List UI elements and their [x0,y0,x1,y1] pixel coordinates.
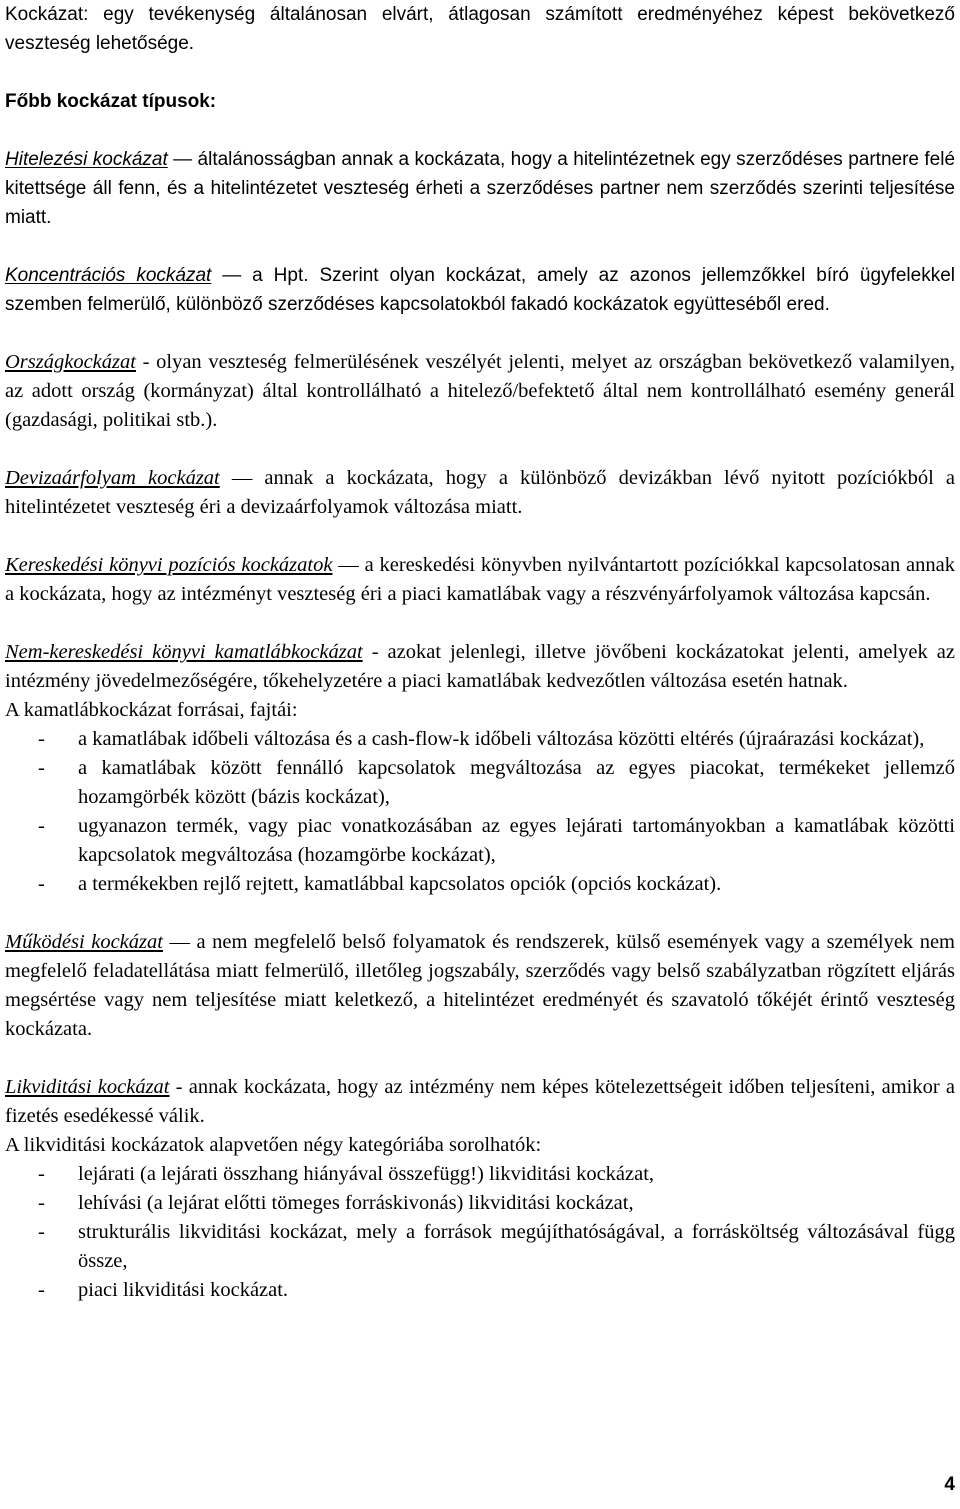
dash-marker: - [38,873,45,895]
page-number: 4 [944,1474,955,1495]
list-item [5,1189,955,1218]
credit-risk-term: Hitelezési kockázat [5,149,168,170]
document-page [5,0,955,1305]
list-item-text: a kamatlábak időbeli változása és a cash-flow-k időbeli változása közötti eltérés (újraárazási kockázat), [78,728,925,750]
list-item-text: a kamatlábak között fennálló kapcsolatok megváltozása az egyes piacokat, termékeket jellemző hozamgörbék között (bázis kockázat), [78,757,955,808]
list-item-text: strukturális likviditási kockázat, mely a források megújíthatóságával, a forrásköltség változásával függ össze, [78,1221,955,1272]
fx-risk-text: ― annak a kockázata, hogy a különböző devizákban lévő nyitott pozíciókból a hitelintézetet veszteség éri a devizaárfolyamok változása miatt. [5,467,955,518]
list-item [5,1276,955,1305]
operational-risk-term: Működési kockázat [5,931,163,953]
list-item [5,870,955,899]
list-item [5,754,955,812]
rate-risk-list-intro-text: A kamatlábkockázat forrásai, fajtái: [5,699,298,721]
dash-marker: - [38,1221,45,1243]
dash-marker: - [38,1192,45,1214]
intro-text: Kockázat: egy tevékenység általánosan elvárt, átlagosan számított eredményéhez képest bekövetkező veszteség lehetősége. [5,4,955,54]
concentration-risk-paragraph [5,261,955,319]
list-item [5,1218,955,1276]
dash-marker: - [38,815,45,837]
rate-risk-source-list [5,725,955,899]
country-risk-term: Országkockázat [5,351,136,373]
list-item [5,725,955,754]
fx-risk-term: Devizaárfolyam kockázat [5,467,220,489]
banking-book-rate-risk-term: Nem-kereskedési könyvi kamatlábkockázat [5,641,363,663]
rate-risk-list-intro [5,696,955,725]
list-item [5,812,955,870]
list-item [5,1160,955,1189]
liquidity-list-intro-text: A likviditási kockázatok alapvetően négy kategóriába sorolhatók: [5,1134,542,1156]
liquidity-category-list [5,1160,955,1305]
concentration-risk-term: Koncentrációs kockázat [5,265,212,286]
fx-risk-paragraph [5,464,955,522]
liquidity-risk-term: Likviditási kockázat [5,1076,170,1098]
dash-marker: - [38,1279,45,1301]
liquidity-list-intro [5,1131,955,1160]
list-item-text: lejárati (a lejárati összhang hiányával összefügg!) likviditási kockázat, [78,1163,655,1185]
banking-book-rate-risk-paragraph [5,638,955,696]
operational-risk-paragraph [5,928,955,1044]
intro-paragraph [5,0,955,58]
dash-marker: - [38,728,45,750]
trading-book-risk-text: ― a kereskedési könyvben nyilvántartott pozíciókkal kapcsolatosan annak a kockázata, hogy az intézményt veszteség éri a piaci kamatlábak vagy a részvényárfolyamok változása kapcsán. [5,554,956,605]
section-heading [5,87,955,116]
dash-marker: - [38,757,45,779]
list-item-text: a termékekben rejlő rejtett, kamatlábbal kapcsolatos opciók (opciós kockázat). [78,873,722,895]
concentration-risk-text: ― a Hpt. Szerint olyan kockázat, amely az azonos jellemzőkkel bíró ügyfelekkel szemben felmerülő, különböző szerződéses kapcsolatokból fakadó kockázatok együtteséből ered. [5,265,955,315]
operational-risk-text: ― a nem megfelelő belső folyamatok és rendszerek, külső események vagy a személyek nem megfelelő feladatellátása miatt felmerülő, illetőleg jogszabály, szerződés vagy belső szabályzatban rögzített eljárás megsértése vagy nem teljesítése miatt keletkező, a hitelintézet eredményét és szavatoló tőkéjét érintő veszteség kockázata. [5,931,956,1040]
credit-risk-text: ― általánosságban annak a kockázata, hogy a hitelintézetnek egy szerződéses partnere felé kitettsége áll fenn, és a hitelintézetet veszteség érheti a szerződéses partner nem szerződés szerinti teljesítése miatt. [5,149,956,228]
list-item-text: lehívási (a lejárat előtti tömeges forráskivonás) likviditási kockázat, [78,1192,634,1214]
country-risk-paragraph [5,348,955,435]
liquidity-risk-paragraph [5,1073,955,1131]
list-item-text: piaci likviditási kockázat. [78,1279,289,1301]
trading-book-risk-term: Kereskedési könyvi pozíciós kockázatok [5,554,333,576]
list-item-text: ugyanazon termék, vagy piac vonatkozásában az egyes lejárati tartományokban a kamatlábak közötti kapcsolatok megváltozása (hozamgörbe kockázat), [78,815,955,866]
dash-marker: - [38,1163,45,1185]
liquidity-risk-text: - annak kockázata, hogy az intézmény nem képes kötelezettségeit időben teljesíteni, amikor a fizetés esedékessé válik. [5,1076,955,1127]
trading-book-risk-paragraph [5,551,955,609]
banking-book-rate-risk-text: - azokat jelenlegi, illetve jövőbeni kockázatokat jelenti, amelyek az intézmény jövedelmezőségére, tőkehelyzetére a piaci kamatlábak kedvezőtlen változása esetén hatnak. [5,641,955,692]
section-heading-text: Főbb kockázat típusok: [5,91,217,112]
credit-risk-paragraph [5,145,955,232]
country-risk-text: - olyan veszteség felmerülésének veszélyét jelenti, melyet az országban bekövetkező valamilyen, az adott ország (kormányzat) által kontrollálható a hitelező/befektető által nem kontrollálható esemény generál (gazdasági, politikai stb.). [5,351,955,431]
